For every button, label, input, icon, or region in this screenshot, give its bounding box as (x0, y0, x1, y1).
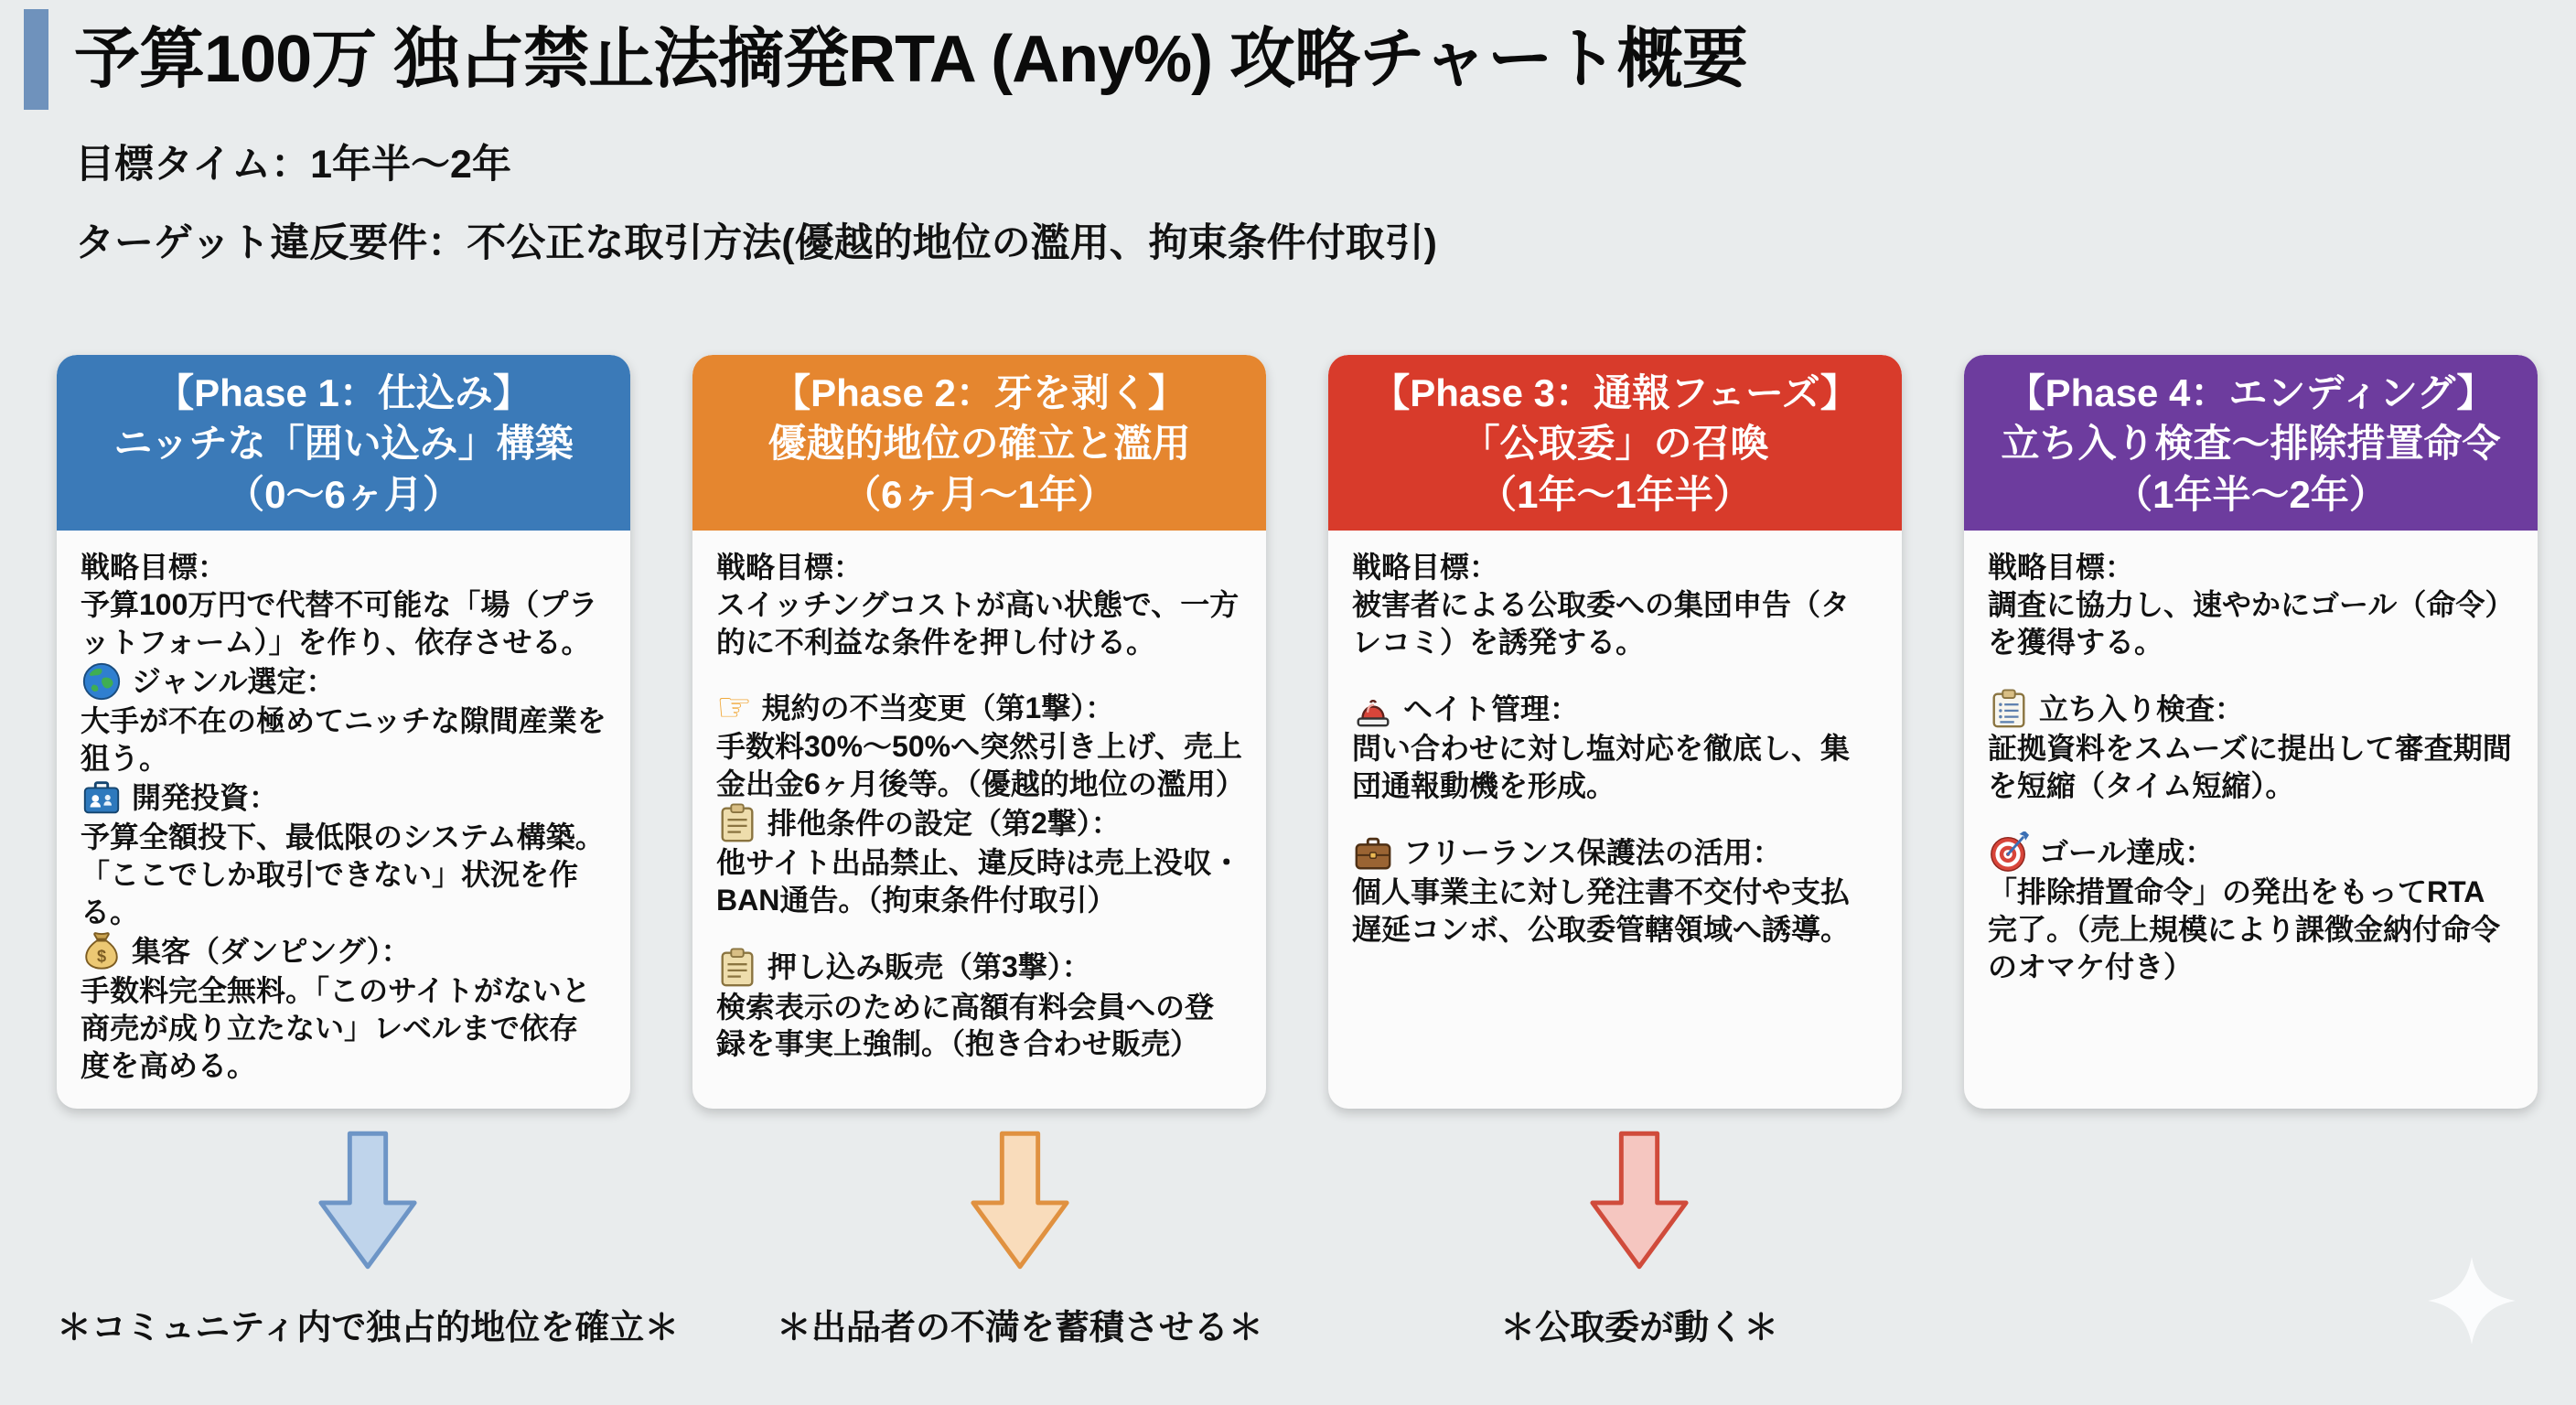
section-label-row (1352, 549, 1878, 586)
section-label: 排他条件の設定（第2撃）： (767, 807, 1121, 841)
section-text: 個人事業主に対し発注書不交付や支払遅延コンボ、公取委管轄領域へ誘導。 (1352, 875, 1851, 947)
phase-section (716, 947, 1242, 1063)
section-text: 被害者による公取委への集団申告（タレコミ）を誘発する。 (1352, 587, 1851, 659)
section-label-row (716, 549, 1242, 586)
phase-card-header (1328, 355, 1902, 531)
tan-clipboard-icon (716, 802, 758, 844)
phase-section (1352, 549, 1878, 660)
phase-header-line: 【Phase 4：エンディング】 (2006, 371, 2496, 414)
phase-card-header (57, 355, 630, 531)
section-label: 立ち入り検査： (2039, 692, 2245, 725)
tan-clipboard-icon (716, 947, 758, 989)
phase-card-body (1328, 531, 1902, 960)
phase-section (716, 802, 1242, 918)
section-label-row (716, 684, 1242, 732)
section-label-row (80, 930, 606, 972)
phase-header-line: （6ヶ月〜1年） (843, 472, 1116, 516)
phase-card-header (1964, 355, 2538, 531)
phase-header-line: 立ち入り検査〜排除措置命令 (2001, 422, 2501, 466)
meta-target-time (75, 134, 511, 189)
section-text: 他サイト出品禁止、違反時は売上没収・BAN通告。（拘束条件付取引） (716, 846, 1241, 917)
section-label: 押し込み販売（第3撃）： (767, 950, 1091, 984)
phase-card-body (57, 531, 630, 1097)
section-label: ゴール達成： (2039, 836, 2215, 870)
phase-section (1988, 831, 2514, 985)
arrow-caption: ＊出品者の不満を蓄積させる＊ (776, 1309, 1263, 1347)
section-text: 証拠資料をスムーズに提出して審査期間を短縮（タイム短縮）。 (1988, 732, 2512, 802)
phase-card-2 (692, 355, 1266, 1109)
section-text: 予算100万円で代替不可能な「場（プラットフォーム）」を作り、依存させる。 (80, 587, 598, 659)
phase-section (1352, 688, 1878, 804)
phase-card-1 (57, 355, 630, 1109)
down-arrow-icon (1585, 1129, 1693, 1273)
section-text: 検索表示のために高額有料会員への登録を事実上強制。（抱き合わせ販売） (716, 990, 1215, 1061)
phase-section (80, 777, 606, 930)
section-label: 集客（ダンピング）： (132, 935, 411, 968)
arrows-row (57, 1109, 2538, 1349)
phase-header-line: 優越的地位の確立と濫用 (767, 422, 1191, 466)
money-bag-icon (80, 930, 123, 972)
section-text: 調査に協力し、速やかにゴール（命令）を獲得する。 (1988, 587, 2500, 659)
section-label-row (716, 947, 1242, 989)
section-text: 予算全額投下、最低限のシステム構築。「ここでしか取引できない」状況を作る。 (80, 820, 605, 928)
phase-header-line: 【Phase 3：通報フェーズ】 (1371, 371, 1859, 414)
section-label-row (716, 802, 1242, 844)
phase-section (1988, 688, 2514, 804)
phase-header-line: （0〜6ヶ月） (226, 472, 461, 516)
meta-target-violation (75, 212, 1437, 268)
page-title: 予算100万 独占禁止法摘発RTA (Any%) 攻略チャート概要 (74, 23, 1747, 96)
brown-briefcase-icon (1352, 831, 1394, 874)
section-label-row (1352, 831, 1878, 874)
section-label: 戦略目標： (1352, 551, 1499, 585)
arrow-caption: ＊公取委が動く＊ (1500, 1309, 1779, 1347)
section-label: 規約の不当変更（第1撃）： (761, 691, 1115, 724)
phase-section (716, 549, 1242, 660)
section-text: 大手が不在の極めてニッチな隙間産業を狙う。 (80, 704, 606, 775)
phase-section (716, 684, 1245, 802)
phase-cards-row (57, 355, 2538, 1109)
pointing-right-icon: ☞ (716, 684, 753, 732)
arrow-column-1 (57, 1109, 679, 1349)
phase-header-line: 【Phase 1：仕込み】 (156, 371, 531, 414)
phase-card-body (692, 531, 1266, 1076)
white-clipboard-icon (1988, 688, 2030, 730)
section-text: スイッチングコストが高い状態で、一方的に不利益な条件を押し付ける。 (716, 587, 1240, 659)
section-label-row (1988, 831, 2514, 874)
arrow-caption: ＊コミュニティ内で独占的地位を確立＊ (57, 1309, 680, 1347)
siren-icon (1352, 688, 1394, 730)
arrow-column-3 (1360, 1109, 1917, 1349)
phase-section (1988, 549, 2514, 660)
phase-card-body (1964, 531, 2538, 998)
page-header (24, 9, 1747, 110)
phase-section (80, 549, 606, 660)
phase-card-3 (1328, 355, 1902, 1109)
meta-value: 不公正な取引方法(優越的地位の濫用、拘束条件付取引) (467, 221, 1437, 265)
phase-section (80, 930, 606, 1084)
section-label: 戦略目標： (716, 551, 864, 585)
phase-card-header (692, 355, 1266, 531)
title-accent-bar (24, 9, 48, 110)
phase-header-line: （1年半〜2年） (2114, 472, 2388, 516)
meta-label: ターゲット違反要件： (75, 221, 467, 265)
phase-section (80, 660, 606, 777)
globe-icon (80, 660, 123, 702)
section-label: ジャンル選定： (132, 664, 336, 698)
section-text: 「排除措置命令」の発出をもってRTA完了。（売上規模により課徴金納付命令のオマケ付き） (1988, 875, 2501, 983)
blue-briefcase-icon (80, 777, 123, 819)
section-label: ヘイト管理： (1403, 692, 1580, 725)
section-label: 戦略目標： (80, 551, 228, 585)
section-label: 開発投資： (132, 781, 279, 815)
section-label-row (80, 549, 606, 586)
section-label: フリーランス保護法の活用： (1403, 836, 1782, 870)
section-label-row (1988, 688, 2514, 730)
down-arrow-icon (966, 1129, 1074, 1273)
section-label-row (80, 660, 606, 702)
section-label-row (1352, 688, 1878, 730)
phase-header-line: 【Phase 2：牙を剥く】 (772, 371, 1186, 414)
section-text: 手数料30%〜50%へ突然引き上げ、売上金出金6ヶ月後等。（優越的地位の濫用） (716, 730, 1245, 800)
phase-card-4 (1964, 355, 2538, 1109)
section-text: 問い合わせに対し塩対応を徹底し、集団通報動機を形成。 (1352, 732, 1851, 802)
meta-label: 目標タイム： (75, 143, 311, 187)
down-arrow-icon (314, 1129, 422, 1273)
section-label-row (80, 777, 606, 819)
phase-section (1352, 831, 1878, 948)
target-icon (1988, 831, 2030, 874)
phase-header-line: （1年〜1年半） (1478, 472, 1752, 516)
sparkle-icon (2426, 1255, 2517, 1346)
meta-value: 1年半〜2年 (310, 143, 511, 187)
section-label: 戦略目標： (1988, 551, 2135, 585)
section-text: 手数料完全無料。「このサイトがないと商売が成り立たない」レベルまで依存度を高める。 (80, 974, 591, 1082)
arrow-column-2 (741, 1109, 1298, 1349)
phase-header-line: 「公取委」の召喚 (1461, 422, 1769, 466)
phase-header-line: ニッチな「囲い込み」構築 (113, 422, 574, 466)
svg-text:$: $ (96, 947, 107, 966)
section-label-row (1988, 549, 2514, 586)
